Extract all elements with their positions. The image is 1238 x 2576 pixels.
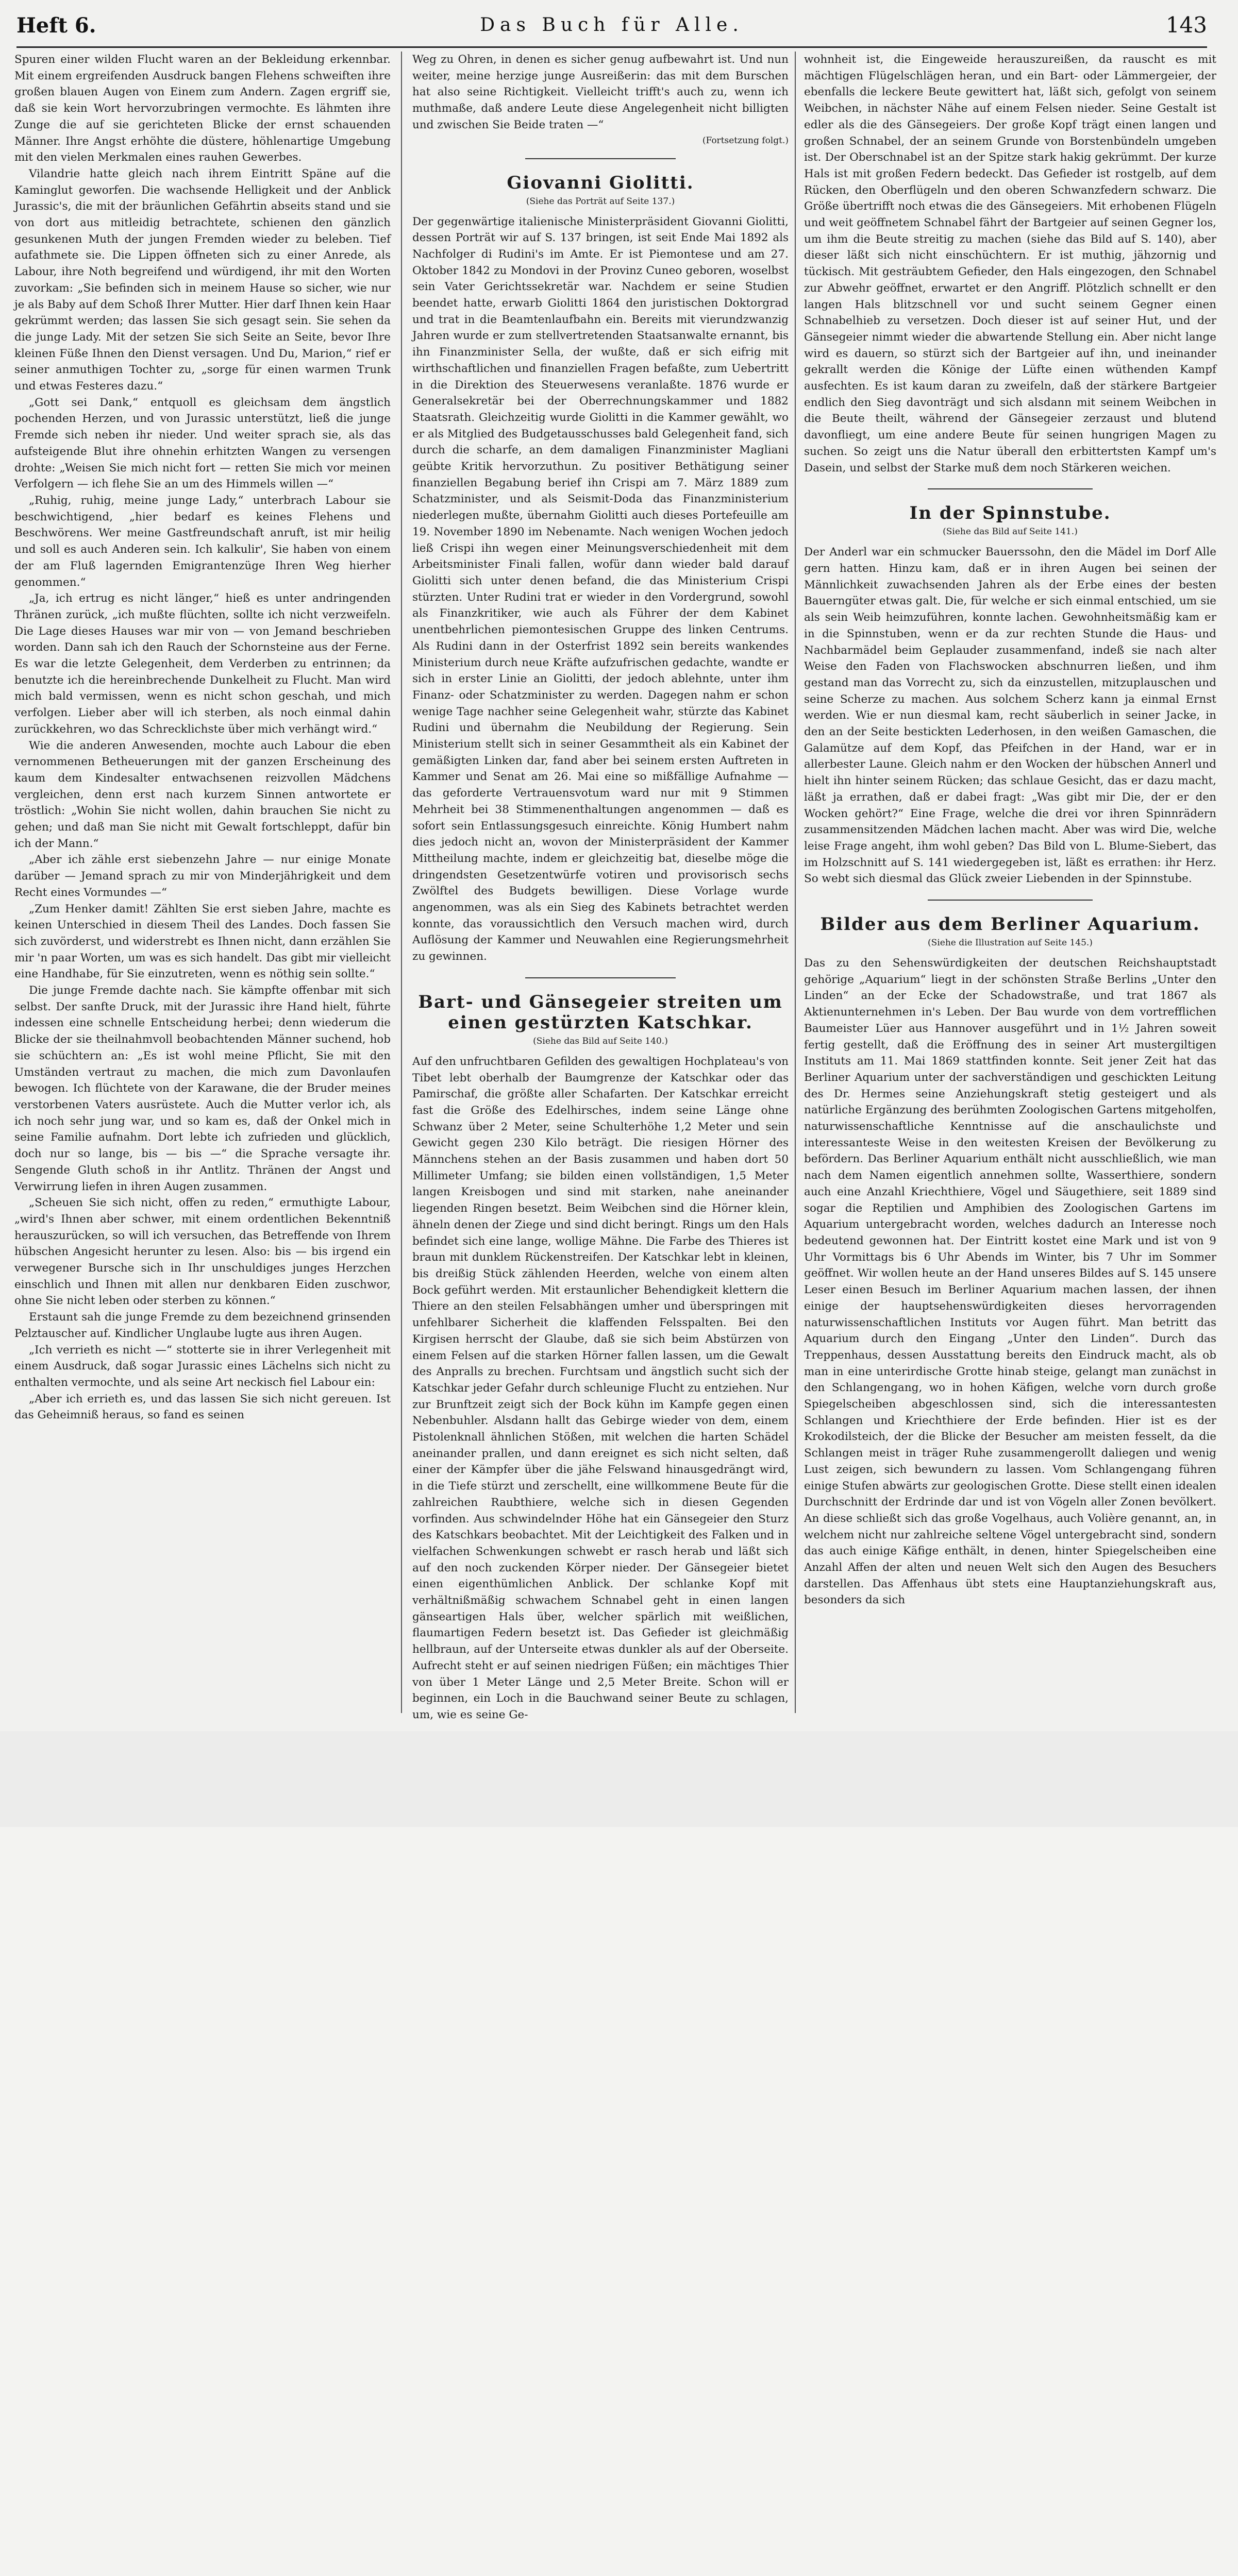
section-divider: [525, 158, 676, 159]
continuation-note: (Fortsetzung folgt.): [702, 135, 789, 146]
page-header: [16, 10, 1207, 48]
section-divider: [928, 488, 1093, 489]
article-title-spinnstube: In der Spinnstube.: [909, 503, 1111, 524]
article-paragraph: Das zu den Sehenswürdigkeiten der deutschen Reichshauptstadt gehörige „Aquarium“ liegt in der schönsten Straße Berlins „Unter den Linden“ an der Ecke der Schadowstraße, und trat 1867 als Aktienunternehmen in's Leben. Der Bau wurde von dem vortrefflichen Baumeister Lüer aus Hannover ausgeführt und in 1½ Jahren soweit fertig gestellt, daß die Eröffnung des in seiner Art mustergiltigen Instituts am 11. Mai 1869 stattfinden konnte. Seit jener Zeit hat das Berliner Aquarium unter der sachverständigen und geschickten Leitung des Dr. Hermes seine Anziehungskraft stetig gesteigert und als natürliche Ergänzung des berühmten Zoologischen Gartens mitgeholfen, naturwissenschaftliche Kenntnisse auf die anschaulichste und interessanteste Weise in den weitesten Kreisen der Bevölkerung zu befördern. Das Berliner Aquarium enthält nicht ausschließlich, wie man nach dem Namen eigentlich annehmen sollte, Wasserthiere, sondern auch eine Anzahl Kriechthiere, Vögel und Säugethiere, seit 1889 sind sogar die Reptilien und Amphibien des Zoologischen Gartens im Aquarium untergebracht worden, welches dadurch an Interesse noch bedeutend gewonnen hat. Der Eintritt kostet eine Mark und ist von 9 Uhr Vormittags bis 6 Uhr Abends im Winter, bis 7 Uhr im Sommer geöffnet. Wir wollen heute an der Hand unseres Bildes auf S. 145 unsere Leser einen Besuch im Berliner Aquarium machen lassen, der ihnen einige der hauptsehenswürdigkeiten dieses hervorragenden naturwissenschaftlichen Instituts vor Augen führt. Man betritt das Aquarium durch den Eingang „Unter den Linden“. Durch das Treppenhaus, dessen Ausstattung bereits den Eindruck macht, als ob man in eine unterirdische Grotte hinab steige, gelangt man zunächst in den Schlangengang, wo in hohen Käfigen, welche vorn durch große Spiegelscheiben abgeschlossen sind, sich die interessantesten Schlangen und Kriechthiere der Erde befinden. Hier ist es der Krokodilsteich, der die Blicke der Besucher am meisten fesselt, da die Schlangen meist in träger Ruhe zusammengerollt daliegen und wenig Lust zeigen, sich bewundern zu lassen. Vom Schlangengang führen einige Stufen abwärts zur geologischen Grotte. Diese stellt einen idealen Durchschnitt der Erdrinde dar und ist von Vögeln aller Zonen bevölkert. An diese schließt sich das große Vogelhaus, auch Volière genannt, an, in welchem nicht nur zahlreiche seltene Vögel untergebracht sind, sondern das auch einige Käfige enthält, in denen, hinter Spiegelscheiben eine Anzahl Affen der alten und neuen Welt sich den Augen des Besuchers darstellen. Das Affenhaus übt stets eine Hauptanziehungskraft aus, besonders da sich: [804, 957, 1216, 1607]
story-paragraph: „Scheuen Sie sich nicht, offen zu reden,“ ermuthigte Labour, „wird's Ihnen aber schwer, mit einem ordentlichen Bekenntniß herauszurücken, so will ich versuchen, das Betreffende von Ihrem hübschen Angesicht herunter zu lesen. Also: bis — bis irgend ein verwegener Bursche sich in Ihr unschuldiges junges Herzchen einschlich und Ihnen mit allen nur denkbaren Eiden zuschwor, ohne Sie nicht leben oder sterben zu können.“: [14, 1196, 391, 1308]
article-note: (Siehe das Bild auf Seite 140.): [533, 1036, 668, 1046]
column-2: [412, 52, 789, 1721]
article-paragraph: Der gegenwärtige italienische Ministerpräsident Giovanni Giolitti, dessen Porträt wir auf S. 137 bringen, ist seit Ende Mai 1892 als Nachfolger di Rudini's im Amte. Er ist Piemontese und am 27. Oktober 1842 zu Mondovi in der Provinz Cuneo geboren, woselbst sein Vater Gerichtssekretär war. Nachdem er seine Studien beendet hatte, erwarb Giolitti 1864 den juristischen Doktorgrad und trat in die Beamtenlaufbahn ein. Bereits mit vierundzwanzig Jahren wurde er zum stellvertretenden Staatsanwalte ernannt, bis ihn Finanzminister Sella, der wußte, daß er sich eifrig mit wirthschaftlichen und finanziellen Fragen befaßte, zum Uebertritt in die Direktion des Steuerwesens veranlaßte. 1876 wurde er Generalsekretär bei der Oberrechnungskammer und 1882 Staatsrath. Gleichzeitig wurde Giolitti in die Kammer gewählt, wo er als Mitglied des Budgetausschusses bald Gelegenheit fand, sich durch die scharfe, an dem damaligen Finanzminister Magliani geübte Kritik hervorzuthun. Zu positiver Bethätigung seiner finanziellen Begabung berief ihn Crispi am 7. März 1889 zum Schatzminister, und als Seismit-Doda das Finanzministerium niederlegen mußte, übernahm Giolitti auch dieses Portefeuille am 19. November 1890 im Nebenamte. Nach wenigen Wochen jedoch ließ Crispi ihn wegen einer Meinungsverschiedenheit mit dem Arbeitsminister Finali fallen, wofür dann wieder bald darauf Giolitti sich unter denen befand, die das Ministerium Crispi stürzten. Unter Rudini trat er wieder in den Vordergrund, sowohl als Finanzkritiker, wie auch als Führer der dem Kabinet unentbehrlichen piemontesischen Gruppe des linken Centrums. Als Rudini dann in der Osterfrist 1892 sein bereits wankendes Ministerium durch neue Kräfte aufzufrischen gedachte, wandte er sich in erster Linie an Giolitti, der jedoch ablehnte, unter ihm Finanz- oder Schatzminister zu werden. Dagegen nahm er schon wenige Tage nachher seine Gelegenheit wahr, stürzte das Kabinet Rudini und übernahm die Neubildung der Regierung. Sein Ministerium stellt sich in seiner Gesammtheit als ein Kabinet der gemäßigten Linken dar, fand aber bei seinem ersten Auftreten in Kammer und Senat am 26. Mai eine so mißfällige Aufnahme — das geforderte Vertrauensvotum ward nur mit 9 Stimmen Mehrheit bei 38 Stimmenenthaltungen angenommen — daß es sofort sein Entlassungsgesuch einreichte. König Humbert nahm dies jedoch nicht an, wovon der Ministerpräsident der Kammer Mittheilung machte, indem er gleichzeitig bat, dieselbe möge die dringendsten Gesetzentwürfe votiren und provisorisch sechs Zwölftel des Budgets bewilligen. Diese Vorlage wurde angenommen, was als ein Sieg des Kabinets betrachtet werden konnte, das voraussichtlich den Versuch machen wird, durch Auflösung der Kammer und Neuwahlen eine Regierungsmehrheit zu gewinnen.: [412, 215, 789, 963]
story-paragraph: Weg zu Ohren, in denen es sicher genug aufbewahrt ist. Und nun weiter, meine herzige junge Ausreißerin: das mit dem Burschen hat also seine Richtigkeit. Vielleicht trifft's auch zu, wenn ich muthmaße, daß andere Leute diese Angelegenheit nicht billigten und zwischen Sie Beide traten —“: [412, 53, 789, 131]
article-paragraph: Auf den unfruchtbaren Gefilden des gewaltigen Hochplateau's von Tibet lebt oberhalb der Baumgrenze der Katschkar oder das Pamirschaf, die größte aller Schafarten. Der Katschkar erreicht fast die Größe des Edelhirsches, indem seine Länge ohne Schwanz über 2 Meter, seine Schulterhöhe 1,2 Meter und sein Gewicht gegen 230 Kilo beträgt. Die riesigen Hörner des Männchens stehen an der Basis zusammen und haben dort 50 Millimeter Umfang; sie bilden einen vollständigen, 1,5 Meter langen Kreisbogen und sind mit starken, nahe aneinander liegenden Ringen besetzt. Beim Weibchen sind die Hörner klein, ähneln denen der Ziege und sind dicht beringt. Rings um den Hals befindet sich eine lange, wollige Mähne. Die Farbe des Thieres ist braun mit dunklem Rückenstreifen. Der Katschkar lebt in kleinen, bis dreißig Stück zählenden Heerden, welche von einem alten Bock geführt werden. Mit erstaunlicher Behendigkeit klettern die Thiere an den steilen Felsabhängen umher und überspringen mit unfehlbarer Sicherheit die klaffenden Felsspalten. Bei den Kirgisen herrscht der Glaube, daß sie sich beim Abstürzen von einem Felsen auf die starken Hörner fallen lassen, um die Gewalt des Anpralls zu brechen. Furchtsam und ängstlich sucht sich der Katschkar jeder Gefahr durch schleunige Flucht zu entziehen. Nur zur Brunftzeit zeigt sich der Bock kühn im Kampfe gegen einen Nebenbuhler. Alsdann hallt das Gebirge wieder von dem, einem Pistolenknall ähnlichen Stößen, mit welchen die harten Schädel aneinander prallen, und dann ereignet es sich nicht selten, daß einer der Kämpfer über die jähe Felswand hinausgedrängt wird, in die Tiefe stürzt und zerschellt, eine willkommene Beute für die zahlreichen Raubthiere, welche sich in diesen Gegenden vorfinden. Aus schwindelnder Höhe hat ein Gänsegeier den Sturz des Katschkars beobachtet. Mit der Leichtigkeit des Falken und in vielfachen Schwenkungen schwebt er rasch herab und läßt sich auf den noch zuckenden Körper nieder. Der Gänsegeier bietet einen eigenthümlichen Anblick. Der schlanke Kopf mit verhältnißmäßig schwachem Schnabel geht in einen langen gänseartigen Hals über, welcher spärlich mit weißlichen, flaumartigen Federn besetzt ist. Das Gefieder ist gleichmäßig hellbraun, auf der Unterseite etwas dunkler als auf der Oberseite. Aufrecht steht er auf seinen niedrigen Füßen; ein mächtiges Thier von über 1 Meter Länge und 2,5 Meter Breite. Schon will er beginnen, ein Loch in die Bauchwand seiner Beute zu schlagen, um, wie es seine Ge-: [412, 1055, 789, 1721]
article-paragraph: wohnheit ist, die Eingeweide herauszureißen, da rauscht es mit mächtigen Flügelschlägen heran, und ein Bart- oder Lämmergeier, der ebenfalls die leckere Beute gewittert hat, läßt sich, gefolgt von seinem Weibchen, in nächster Nähe auf einem Felsen nieder. Seine Gestalt ist edler als die des Gänsegeiers. Der große Kopf trägt einen langen und großen Schnabel, der an seinem Grunde von Borstenbündeln umgeben ist. Der Oberschnabel ist an der Spitze stark hakig gekrümmt. Der kurze Hals ist mit großen Federn bedeckt. Das Gefieder ist rostgelb, auf dem Rücken, den Oberflügeln und den oberen Schwanzfedern schwarz. Die Größe übertrifft noch etwas die des Gänsegeiers. Mit erhobenen Flügeln und weit geöffnetem Schnabel fährt der Bartgeier auf seinen Gegner los, um ihm die Beute streitig zu machen (siehe das Bild auf S. 140), aber dieser läßt sich nicht einschüchtern. Er ist muthig, jähzornig und tückisch. Mit gesträubtem Gefieder, den Hals eingezogen, den Schnabel zur Abwehr geöffnet, erwartet er den Angriff. Plötzlich schnellt er den langen Hals blitzschnell vor und sucht seinem Gegner einen Schnabelhieb zu versetzen. Doch dieser ist auf seiner Hut, und der Gänsegeier nimmt wieder die abwartende Stellung ein. Aber nicht lange wird es dauern, so stürzt sich der Bartgeier auf ihn, und ineinander gekrallt werden die Könige der Lüfte einen wüthenden Kampf ausfechten. Es ist kaum daran zu zweifeln, daß der stärkere Bartgeier endlich den Sieg davonträgt und sich alsdann mit seinem Weibchen in die Beute theilt, während der Gänsegeier zerzaust und blutend davonfliegt, um eine andere Beute für seinen hungrigen Magen zu suchen. So zeigt uns die Natur überall den erbittertsten Kampf um's Dasein, und selbst der Starke muß dem noch Stärkeren weichen.: [804, 53, 1216, 474]
article-title-aquarium: Bilder aus dem Berliner Aquarium.: [820, 914, 1200, 935]
article-title-giolitti: Giovanni Giolitti.: [507, 172, 694, 193]
story-paragraph: „Aber ich errieth es, und das lassen Sie sich nicht gereuen. Ist das Geheimniß heraus, so fand es seinen: [14, 1392, 391, 1422]
story-paragraph: „Gott sei Dank,“ entquoll es gleichsam dem ängstlich pochenden Herzen, und von Jurassic unterstützt, ließ die junge Fremde sich neben ihr nieder. Und weiter sprach sie, als das aufsteigende Blut ihre ohnehin erhitzten Wangen zu versengen drohte: „Weisen Sie mich nicht fort — retten Sie mich vor meinen Verfolgern — ich flehe Sie an um des Himmels willen —“: [14, 396, 391, 491]
article-paragraph: Der Anderl war ein schmucker Bauerssohn, den die Mädel im Dorf Alle gern hatten. Hinzu kam, daß er in ihren Augen bei seinen der Männlichkeit zuwachsenden Jahren als der Erbe eines der besten Bauerngüter etwas galt. Die, für welche er sich einmal entschied, um sie als sein Weib heimzuführen, konnte lachen. Gewohnheitsmäßig kam er in die Spinnstuben, wenn er da zur rechten Stunde die Haus- und Nachbarmädel beim Geplauder zusammenfand, indeß sie nach alter Weise den Faden von Flachswocken abschnurren ließen, und ihm gestand man das Vorrecht zu, sich da einzustellen, mitzuplauschen und seine Scherze zu machen. Aus solchem Scherz kann ja einmal Ernst werden. Wie er nun diesmal kam, recht säuberlich in seiner Jacke, in den an der Seite bestickten Lederhosen, in den weißen Gamaschen, die Galamütze auf dem Kopf, das Pfeifchen in der Hand, war er in allerbester Laune. Gleich nahm er den Wocken der hübschen Annerl und hielt ihn hinter seinem Rücken; das schlaue Gesicht, das er dazu macht, läßt ja errathen, daß er dabei fragt: „Was gibt mir Die, der er den Wocken gehört?“ Eine Frage, welche die drei vor ihren Spinnrädern zusammensitzenden Mädchen lachen macht. Aber was wird Die, welche leise Frage angeht, ihm wohl geben? Das Bild von L. Blume-Siebert, das im Holzschnitt auf S. 141 wiedergegeben ist, läßt es errathen: ihr Herz. So webt sich diesmal das Glück zweier Liebenden in der Spinnstube.: [804, 546, 1216, 886]
journal-title: Das Buch für Alle.: [480, 14, 744, 36]
story-paragraph: „Zum Henker damit! Zählten Sie erst sieben Jahre, machte es keinen Unterschied in diesem Theil des Landes. Doch fassen Sie sich zuvörderst, und widerstrebt es Ihnen nicht, dann erzählen Sie mir 'n paar Worten, um was es sich handelt. Das gibt mir vielleicht eine Handhabe, für Sie einzutreten, wenn es nöthig sein sollte.“: [14, 902, 391, 981]
section-divider: [525, 977, 676, 978]
column-rule: [795, 52, 796, 1713]
story-paragraph: Vilandrie hatte gleich nach ihrem Eintritt Späne auf die Kaminglut geworfen. Die wachsende Helligkeit und der Anblick Jurassic's, die mit der bräunlichen Gefährtin abseits stand und sie von dort aus mitleidig betrachtete, schienen den gänzlich gesunkenen Muth der jungen Fremden wieder zu beleben. Tief aufathmete sie. Die Lippen öffneten sich zu einer Anrede, als Labour, ihre Noth begreifend und würdigend, ihr mit den Worten zuvorkam: „Sie befinden sich in meinem Hause so sicher, wie nur je als Baby auf dem Schoß Ihrer Mutter. Hier darf Ihnen kein Haar gekrümmt werden; das lassen Sie sich gesagt sein. Sie sehen da die junge Lady. Mit der setzen Sie sich Seite an Seite, bevor Ihre kleinen Füße Ihnen den Dienst versagen. Und Du, Marion,“ rief er seiner anmuthigen Tochter zu, „sorge für einen warmen Trunk und etwas Festeres dazu.“: [14, 167, 391, 393]
story-paragraph: Die junge Fremde dachte nach. Sie kämpfte offenbar mit sich selbst. Der sanfte Druck, mit der Jurassic ihre Hand hielt, führte indessen eine schnelle Entscheidung herbei; denn wiederum die Blicke der sie theilnahmvoll beobachtenden Männer suchend, hob sie schüchtern an: „Es ist wohl meine Pflicht, Sie mit den Umständen vertraut zu machen, die mich zum Davonlaufen bewogen. Ich flüchtete von der Karawane, die der Bruder meines verstorbenen Vaters ausrüstete. Auch die Mutter verlor ich, als ich noch sehr jung war, und so kam es, daß der Onkel mich in seine Familie aufnahm. Dort lebte ich zufrieden und glücklich, doch nur so lange, bis — bis —“ die Sprache versagte ihr. Sengende Gluth schoß in ihr Antlitz. Thränen der Angst und Verwirrung liefen in ihren Augen zusammen.: [14, 984, 391, 1193]
story-paragraph: „Ruhig, ruhig, meine junge Lady,“ unterbrach Labour sie beschwichtigend, „hier bedarf es keines Flehens und Beschwörens. Wer meine Gastfreundschaft anruft, ist mir heilig und soll es auch Anderen sein. Ich kalkulir', Sie haben von einem der am Fluß lagernden Emigrantenzüge Ihren Weg hierher genommen.“: [14, 494, 391, 589]
article-title-geier: Bart- und Gänsegeier streiten um einen gestürzten Katschkar.: [418, 991, 783, 1033]
column-rule: [401, 52, 402, 1713]
section-divider: [928, 900, 1093, 901]
article-note: (Siehe die Illustration auf Seite 145.): [928, 938, 1093, 948]
story-paragraph: „Ja, ich ertrug es nicht länger,“ hieß es unter andringenden Thränen zurück, „ich mußte flüchten, sollte ich nicht verzweifeln. Die Lage dieses Hauses war mir von — von Jemand beschrieben worden. Dann sah ich den Rauch der Schornsteine aus der Ferne. Es war die letzte Gelegenheit, dem Verderben zu entrinnen; da benutzte ich die hereinbrechende Dunkelheit zu Flucht. Man wird mich bald vermissen, wenn es nicht schon geschah, und mich verfolgen. Lieber aber will ich sterben, als noch einmal dahin zurückkehren, wo das Schrecklichste über mich verhängt wird.“: [14, 592, 391, 736]
article-note: (Siehe das Porträt auf Seite 137.): [526, 196, 675, 207]
story-paragraph: Erstaunt sah die junge Fremde zu dem bezeichnend grinsenden Pelztauscher auf. Kindlicher Unglaube lugte aus ihren Augen.: [14, 1311, 391, 1340]
column-3: [804, 52, 1216, 1713]
library-footer: [0, 1731, 1238, 1827]
story-paragraph: „Ich verrieth es nicht —“ stotterte sie in ihrer Verlegenheit mit einem Ausdruck, daß sogar Jurassic eines Lächelns sich nicht zu enthalten vermochte, und als seine Art neckisch fiel Labour ein:: [14, 1343, 391, 1389]
story-paragraph: Wie die anderen Anwesenden, mochte auch Labour die eben vernommenen Betheuerungen mit der ganzen Erscheinung des kaum dem Kindesalter entwachsenen reizvollen Mädchens vergleichen, denn erst nach kurzem Sinnen antwortete er tröstlich: „Wohin Sie nicht wollen, dahin brauchen Sie nicht zu gehen; und daß man Sie nicht mit Gewalt fortschleppt, dafür bin ich der Mann.“: [14, 739, 391, 850]
issue-number: Heft 6.: [16, 13, 96, 38]
story-paragraph: „Aber ich zähle erst siebenzehn Jahre — nur einige Monate darüber — Jemand sprach zu mir von Minderjährigkeit und dem Recht eines Vormundes —“: [14, 853, 391, 899]
article-note: (Siehe das Bild auf Seite 141.): [943, 527, 1078, 537]
story-paragraph: Spuren einer wilden Flucht waren an der Bekleidung erkennbar. Mit einem ergreifenden Ausdruck bangen Flehens schweiften ihre großen blauen Augen von Einem zum Andern. Zagen ergriff sie, daß sie kein Wort hervorzubringen vermochte. Es lähmten ihre Zunge die auf sie gerichteten Blicke der ernst schauenden Männer. Ihre Angst erhöhte die düstere, höhlenartige Umgebung mit den vielen Merkmalen eines rauhen Gewerbes.: [14, 53, 391, 164]
column-1: [14, 52, 391, 1713]
page-number: 143: [1165, 12, 1207, 38]
